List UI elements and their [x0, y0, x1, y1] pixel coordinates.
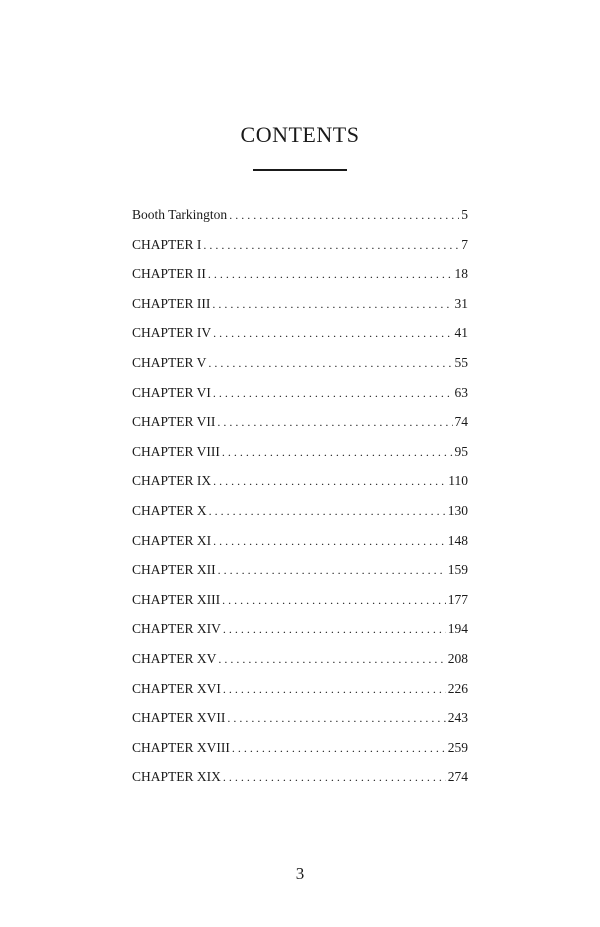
dot-leader: [222, 589, 446, 611]
page-number: 3: [295, 864, 305, 883]
toc-entry-label: CHAPTER II: [132, 266, 206, 282]
toc-entry-label: CHAPTER XII: [132, 562, 216, 578]
dot-leader: [208, 352, 452, 374]
toc-entry-page: 7: [461, 236, 468, 252]
dot-leader: [212, 293, 452, 315]
dot-leader: [223, 618, 446, 640]
toc-entry-page: 177: [447, 591, 468, 607]
toc-entry-label: CHAPTER XVIII: [132, 739, 230, 755]
toc-entry-label: CHAPTER XV: [132, 650, 217, 666]
toc-entry-page: 259: [447, 739, 468, 755]
title-underline: [253, 169, 347, 171]
toc-entry-page: 110: [448, 473, 468, 489]
toc-entry-page: 18: [454, 266, 468, 282]
dot-leader: [227, 707, 445, 729]
toc-entry-page: 274: [447, 769, 468, 785]
toc-entry[interactable]: [132, 263, 468, 293]
toc-entry[interactable]: [132, 618, 468, 648]
dot-leader: [213, 530, 446, 552]
toc-entry[interactable]: [132, 293, 468, 323]
toc-entry[interactable]: [132, 707, 468, 737]
toc-entry[interactable]: [132, 530, 468, 560]
toc-entry-label: CHAPTER VII: [132, 414, 216, 430]
toc-entry-page: 74: [454, 414, 468, 430]
dot-leader: [218, 648, 445, 670]
dot-leader: [217, 411, 452, 433]
toc-entry-label: CHAPTER V: [132, 354, 207, 370]
toc-entry-label: CHAPTER X: [132, 502, 207, 518]
toc-entry-label: CHAPTER III: [132, 295, 211, 311]
toc-entry[interactable]: [132, 382, 468, 412]
toc-entry[interactable]: [132, 589, 468, 619]
dot-leader: [222, 441, 453, 463]
toc-entry-label: CHAPTER XIV: [132, 621, 221, 637]
toc-entry-page: 95: [454, 443, 468, 459]
toc-entry-page: 63: [454, 384, 468, 400]
toc-entry[interactable]: [132, 234, 468, 264]
toc-entry[interactable]: [132, 352, 468, 382]
toc-entry[interactable]: [132, 470, 468, 500]
dot-leader: [213, 322, 452, 344]
toc-entry-label: CHAPTER IV: [132, 325, 212, 341]
toc-entry[interactable]: [132, 322, 468, 352]
toc-entry[interactable]: [132, 678, 468, 708]
toc-entry-page: 55: [454, 354, 468, 370]
toc-entry[interactable]: [132, 441, 468, 471]
toc-entry[interactable]: [132, 737, 468, 767]
toc-entry[interactable]: [132, 648, 468, 678]
toc-entry-label: CHAPTER XVI: [132, 680, 221, 696]
dot-leader: [218, 559, 446, 581]
toc-entry-label: CHAPTER XIII: [132, 591, 221, 607]
page-title: CONTENTS: [240, 122, 360, 147]
toc-entry[interactable]: [132, 204, 468, 234]
toc-entry[interactable]: [132, 559, 468, 589]
toc-entry-label: CHAPTER XIX: [132, 769, 221, 785]
toc-entry-page: 208: [447, 650, 468, 666]
dot-leader: [213, 382, 453, 404]
toc-entry-page: 31: [454, 295, 468, 311]
dot-leader: [229, 204, 459, 226]
toc-entry-page: 226: [447, 680, 468, 696]
toc-entry-label: CHAPTER XI: [132, 532, 212, 548]
toc-entry-page: 159: [447, 562, 468, 578]
toc-entry-page: 130: [447, 502, 468, 518]
dot-leader: [209, 500, 446, 522]
dot-leader: [223, 766, 446, 788]
toc-entry-label: Booth Tarkington: [132, 207, 228, 222]
toc-entry-label: CHAPTER VIII: [132, 443, 220, 459]
toc-entry[interactable]: [132, 500, 468, 530]
toc-entry[interactable]: [132, 766, 468, 796]
dot-leader: [208, 263, 453, 285]
dot-leader: [232, 737, 446, 759]
toc-entry-page: 243: [447, 710, 468, 726]
toc-entry-page: 41: [454, 325, 468, 341]
dot-leader: [203, 234, 459, 256]
toc-entry[interactable]: [132, 411, 468, 441]
dot-leader: [213, 470, 446, 492]
toc-entry-page: 194: [447, 621, 468, 637]
toc-entry-label: CHAPTER VI: [132, 384, 211, 400]
dot-leader: [223, 678, 446, 700]
table-of-contents: [132, 204, 468, 796]
toc-entry-page: 5: [461, 207, 468, 222]
toc-entry-page: 148: [447, 532, 468, 548]
toc-entry-label: CHAPTER IX: [132, 473, 212, 489]
toc-entry-label: CHAPTER I: [132, 236, 202, 252]
toc-entry-label: CHAPTER XVII: [132, 710, 226, 726]
